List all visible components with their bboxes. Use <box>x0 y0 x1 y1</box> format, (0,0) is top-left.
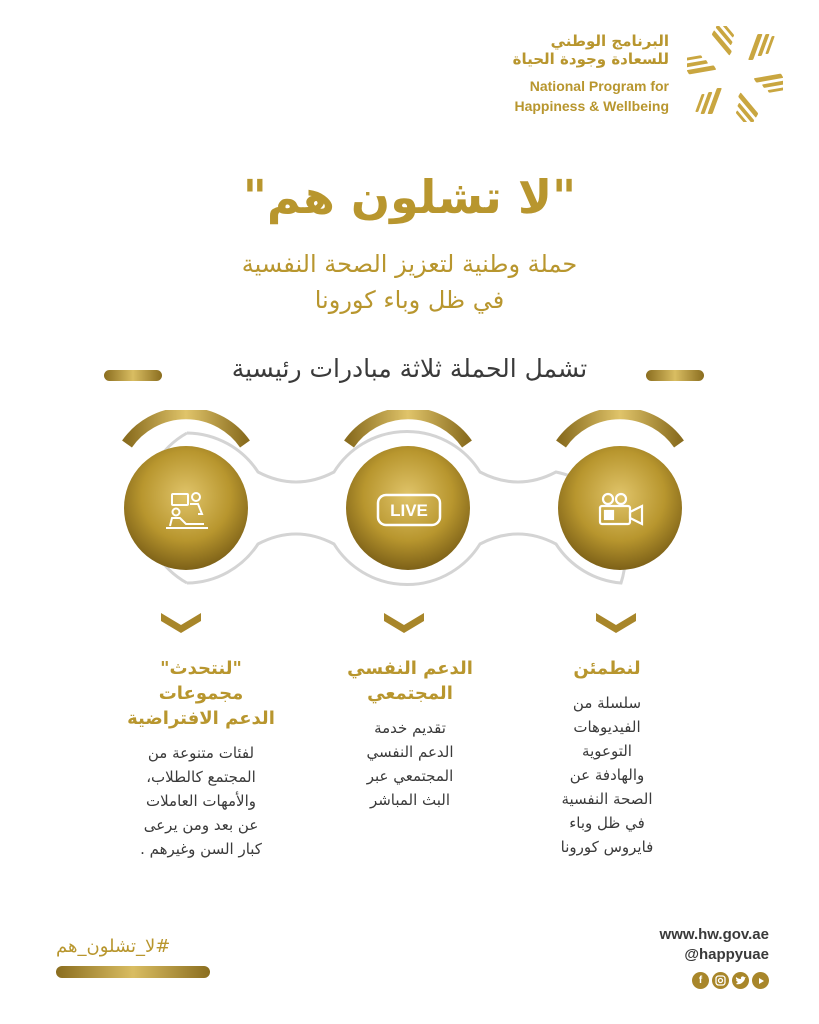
title-line: مجموعات <box>158 683 244 704</box>
body-line: البث المباشر <box>369 791 451 809</box>
initiative-title <box>532 656 682 681</box>
title-line: الدعم الافتراضية <box>127 708 275 729</box>
website-link[interactable]: www.hw.gov.ae <box>659 926 769 943</box>
initiative-videos <box>532 656 682 859</box>
initiative-live <box>315 656 505 812</box>
section-heading: تشمل الحملة ثلاثة مبادرات رئيسية <box>231 354 588 383</box>
logo-english-line-1: National Program for <box>529 78 669 94</box>
subtitle-line-2: في ظل وباء كورونا <box>314 286 505 314</box>
logo-block <box>483 26 783 126</box>
facebook-icon[interactable]: f <box>692 972 709 989</box>
logo-english-line-2: Happiness & Wellbeing <box>514 98 669 114</box>
body-line: سلسلة من <box>572 694 642 712</box>
initiative-title <box>100 656 302 731</box>
body-line: في ظل وباء <box>569 814 645 832</box>
title-line: "لنتحدث" <box>160 658 242 679</box>
body-line: الدعم النفسي <box>366 743 454 761</box>
initiative-description <box>532 691 682 859</box>
youtube-icon[interactable] <box>752 972 769 989</box>
video-camera-icon <box>581 480 661 540</box>
initiative-description <box>315 716 505 812</box>
logo-arabic-line-1: البرنامج الوطني <box>550 32 669 50</box>
heading-bar-right <box>646 370 704 381</box>
initiative-title <box>315 656 505 706</box>
campaign-hashtag: #لا_تشلون_هم <box>56 936 171 957</box>
body-line: والأمهات العاملات <box>145 792 257 810</box>
body-line: فايروس كورونا <box>560 838 654 856</box>
footer-bar <box>56 966 210 978</box>
body-line: كبار السن وغيرهم . <box>140 840 262 858</box>
title-line: الدعم النفسي <box>347 658 473 679</box>
body-line: تقديم خدمة <box>374 719 446 737</box>
body-line: الفيديوهات <box>573 718 641 736</box>
people-talking-icon <box>147 480 227 540</box>
initiative-talk <box>100 656 302 861</box>
social-icons <box>692 972 769 989</box>
body-line: المجتمعي عبر <box>366 767 454 785</box>
instagram-icon[interactable] <box>712 972 729 989</box>
initiative-description <box>100 741 302 861</box>
live-icon-label: LIVE <box>390 501 428 520</box>
page-title: "لا تشلون هم" <box>242 170 577 224</box>
body-line: الصحة النفسية <box>561 790 653 808</box>
body-line: المجتمع كالطلاب، <box>146 768 256 786</box>
body-line: والهادفة عن <box>569 766 645 784</box>
live-icon <box>369 480 449 540</box>
title-line: المجتمعي <box>367 683 453 704</box>
body-line: لفئات متنوعة من <box>147 744 255 762</box>
chevron-down-icon <box>593 610 639 636</box>
chevron-down-icon <box>158 610 204 636</box>
title-line: لنطمئن <box>573 658 641 679</box>
subtitle-line-1: حملة وطنية لتعزيز الصحة النفسية <box>241 250 578 278</box>
logo-arabic-line-2: للسعادة وجودة الحياة <box>512 50 669 68</box>
body-line: التوعوية <box>582 742 632 760</box>
body-line: عن بعد ومن يرعى <box>143 816 259 834</box>
chevron-down-icon <box>381 610 427 636</box>
logo-mark-icon <box>687 26 783 122</box>
twitter-icon[interactable] <box>732 972 749 989</box>
social-handle[interactable]: @happyuae <box>684 946 769 963</box>
